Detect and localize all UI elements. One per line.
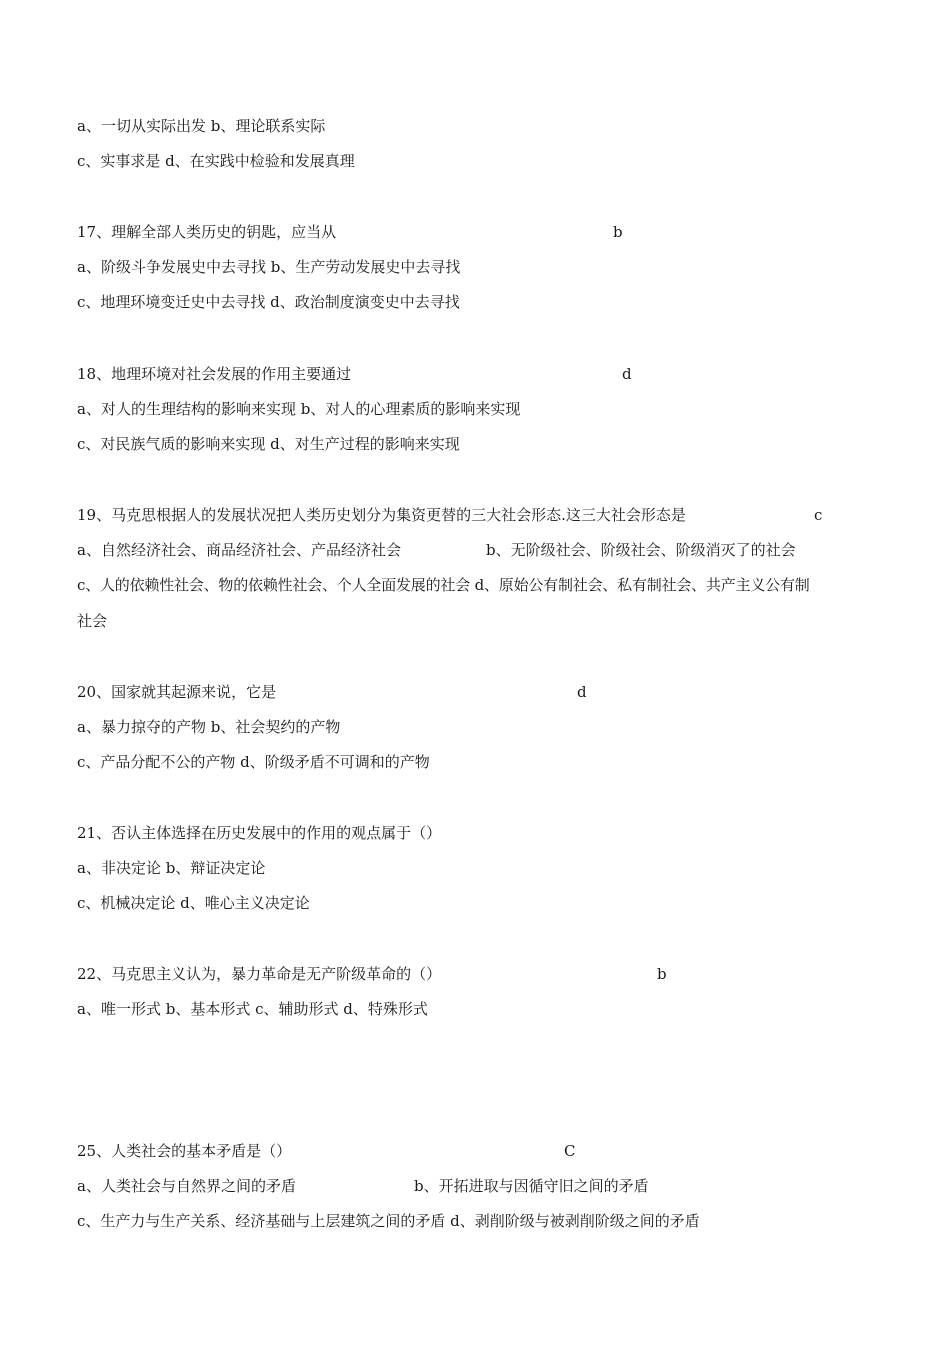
- q19-options-cd-wrap: 社会: [77, 612, 108, 630]
- q19-options-cd: c、人的依赖性社会、物的依赖性社会、个人全面发展的社会 d、原始公有制社会、私有制社会、共产主义公有制: [77, 576, 810, 594]
- q19-question: 19、马克思根据人的发展状况把人类历史划分为集资更替的三大社会形态.这三大社会形态是: [77, 506, 686, 524]
- q18-question: 18、地理环境对社会发展的作用主要通过: [77, 365, 352, 383]
- q17-question: 17、理解全部人类历史的钥匙，应当从: [77, 223, 337, 241]
- q22-options: a、唯一形式 b、基本形式 c、辅助形式 d、特殊形式: [77, 1000, 428, 1018]
- q25-option-a: a、人类社会与自然界之间的矛盾: [77, 1177, 296, 1195]
- q19-option-b: b、无阶级社会、阶级社会、阶级消灭了的社会: [486, 541, 796, 559]
- q17-options-ab: a、阶级斗争发展史中去寻找 b、生产劳动发展史中去寻找: [77, 258, 461, 276]
- q22-question: 22、马克思主义认为，暴力革命是无产阶级革命的（）: [77, 965, 442, 983]
- q21-options-ab: a、非决定论 b、辩证决定论: [77, 859, 266, 877]
- q16-options-cd: c、实事求是 d、在实践中检验和发展真理: [77, 152, 355, 170]
- q20-question: 20、国家就其起源来说，它是: [77, 683, 277, 701]
- q22-answer: b: [657, 965, 667, 983]
- q25-question: 25、人类社会的基本矛盾是（）: [77, 1142, 292, 1160]
- q19-option-a: a、自然经济社会、商品经济社会、产品经济社会: [77, 541, 401, 559]
- q17-options-cd: c、地理环境变迁史中去寻找 d、政治制度演变史中去寻找: [77, 293, 460, 311]
- q21-options-cd: c、机械决定论 d、唯心主义决定论: [77, 894, 310, 912]
- q18-answer: d: [622, 365, 632, 383]
- q21-question: 21、否认主体选择在历史发展中的作用的观点属于（）: [77, 824, 442, 842]
- q16-options-ab: a、一切从实际出发 b、理论联系实际: [77, 117, 326, 135]
- q20-options-cd: c、产品分配不公的产物 d、阶级矛盾不可调和的产物: [77, 753, 430, 771]
- q18-options-cd: c、对民族气质的影响来实现 d、对生产过程的影响来实现: [77, 435, 460, 453]
- q20-answer: d: [577, 683, 587, 701]
- q17-answer: b: [613, 223, 623, 241]
- q18-options-ab: a、对人的生理结构的影响来实现 b、对人的心理素质的影响来实现: [77, 400, 521, 418]
- q25-answer: C: [564, 1142, 576, 1160]
- q19-answer: c: [814, 506, 823, 524]
- q25-option-b: b、开拓进取与因循守旧之间的矛盾: [414, 1177, 649, 1195]
- q20-options-ab: a、暴力掠夺的产物 b、社会契约的产物: [77, 718, 341, 736]
- q25-options-cd: c、生产力与生产关系、经济基础与上层建筑之间的矛盾 d、剥削阶级与被剥削阶级之间的矛盾: [77, 1212, 700, 1230]
